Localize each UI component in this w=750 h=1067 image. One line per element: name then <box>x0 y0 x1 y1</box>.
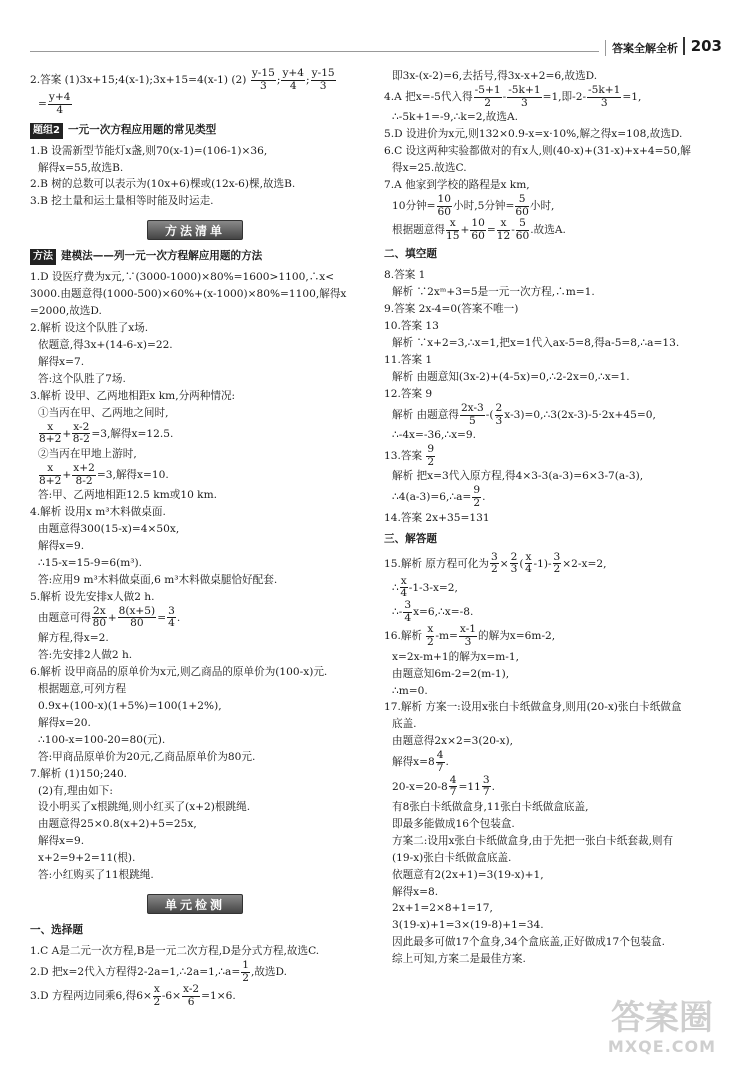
answer-line: 即最多能做成16个包装盒. <box>392 817 515 830</box>
answer-line: 16.解析 $\frac{x}{2}$ -m= $\frac{x-1}{3}$ 的解为x=6m-2, <box>384 623 556 648</box>
answer-line: 8.答案 1 <box>384 269 426 282</box>
answer-line: 15.解析 原方程可化为 $\frac{3}{2}$ × $\frac{2}{3}$ ( $\frac{x}{4}$ -1)- $\frac{3}{2}$ ×2-x=2, <box>384 550 607 576</box>
answer-line: 由题意可得 $\frac{2x}{80}$ + $\frac{8(x+5)}{80}$ = $\frac{3}{4}$ . <box>38 604 181 630</box>
answer-line: 3(19-x)+1=3×(19-8)+1=34. <box>392 919 544 932</box>
answer-line: 9.答案 2x-4=0(答案不唯一) <box>384 303 519 316</box>
answer-line: 7.解析 (1)150;240. <box>30 767 128 780</box>
header-title: 答案全解全析 <box>605 40 684 56</box>
answer-line: 解析 ∵x+2=3,∴x=1,把x=1代入ax-5=8,得a-5=8,∴a=13. <box>392 337 680 350</box>
answer-line: 4.A 把x=-5代入得 $\frac{-5+1}{2}$ - $\frac{-5k+1}{3}$ =1,即-2- $\frac{-5k+1}{3}$ =1, <box>384 83 642 109</box>
answer-line: 1.B 设需新型节能灯x盏,则70(x-1)=(106-1)×36, <box>30 144 268 157</box>
answer-line: 2.解析 设这个队胜了x场. <box>30 322 149 335</box>
group-heading: 题组2 一元一次方程应用题的常见类型 <box>30 122 360 139</box>
answer-line: 3000.由题意得(1000-500)×60%+(x-1000)×80%=1100,解得x <box>30 288 347 301</box>
answer-line: ∴m=0. <box>392 684 428 697</box>
answer-line: 1.D 设医疗费为x元,∵(3000-1000)×80%=1600>1100,∴x< <box>30 271 335 284</box>
section-banner: 方法清单 <box>147 220 243 240</box>
answer-line: 答:这个队胜了7场. <box>38 372 126 385</box>
answer-line: 6.解析 设甲商品的原单价为x元,则乙商品的原单价为(100-x)元. <box>30 665 328 678</box>
answer-line: ∴-5k+1=-9,∴k=2,故选A. <box>392 111 519 124</box>
answer-line: 解得x=9. <box>38 835 85 848</box>
answer-line: 解析 ∵2xᵐ+3=5是一元一次方程,∴m=1. <box>392 286 595 299</box>
answer-line: 17.解析 方案一:设用x张白卡纸做盒身,则用(20-x)张白卡纸做盒 <box>384 701 682 714</box>
answer-line: 解得x=9. <box>38 540 85 553</box>
answer-line: x+2=9+2=11(根). <box>38 852 136 865</box>
right-column <box>384 68 724 1037</box>
answer-line: = $\frac{y+4}{4}$ <box>38 91 71 116</box>
answer-line: 解析 由题意知(3x-2)+(4-5x)=0,∴2-2x=0,∴x=1. <box>392 371 630 384</box>
answer-line: 方案二:设用x张白卡纸做盒身,由于先把一张白卡纸套裁,则有 <box>392 834 674 847</box>
answer-line: 由题意得2x×2=3(20-x), <box>392 735 513 748</box>
answer-line: 7.A 他家到学校的路程是x km, <box>384 178 530 191</box>
left-column <box>30 68 360 1037</box>
answer-line: 3.D 方程两边同乘6,得6× $\frac{x}{2}$ -6× $\frac{x-2}{6}$ =1×6. <box>30 983 236 1008</box>
answer-line: (19-x)张白卡纸做盒底盖. <box>392 851 512 864</box>
answer-line: 综上可知,方案二是最佳方案. <box>392 953 526 966</box>
answer-line: 11.答案 1 <box>384 354 433 367</box>
answer-line: ∴-4x=-36,∴x=9. <box>392 429 477 442</box>
answer-line: 解得x=20. <box>38 716 91 729</box>
answer-line: ∴ $\frac{x}{4}$ -1-3-x=2, <box>392 574 458 600</box>
answer-line: 答:应用9 m³木料做桌面,6 m³木料做桌腿恰好配套. <box>38 573 278 586</box>
answer-line: 答:先安排2人做2 h. <box>38 649 133 662</box>
answer-line: ∴100-x=100-20=80(元). <box>38 733 166 746</box>
section-heading: 二、填空题 <box>384 248 437 261</box>
page-number: 203 <box>683 37 722 55</box>
answer-line: 解得x=7. <box>38 356 85 368</box>
answer-line: 14.答案 2x+35=131 <box>384 511 490 524</box>
answer-line: 由题意知6m-2=2(m-1), <box>392 667 510 680</box>
answer-line: 5.D 设进价为x元,则132×0.9-x=x·10%,解之得x=108,故选D. <box>384 128 683 141</box>
answer-line: 2.B 树的总数可以表示为(10x+6)棵或(12x-6)棵,故选B. <box>30 178 296 191</box>
page-header <box>30 37 724 55</box>
answer-line: 6.C 设这两种实验都做对的有x人,则(40-x)+(31-x)+x+4=50,解 <box>384 145 691 158</box>
answer-line: 得x=25.故选C. <box>392 162 467 175</box>
section-heading: 三、解答题 <box>384 532 437 545</box>
answer-line: 0.9x+(100-x)(1+5%)=100(1+2%), <box>38 699 222 712</box>
answer-line: 解得x=8. <box>392 885 439 898</box>
answer-line: 4.解析 设用x m³木料做桌面. <box>30 506 166 519</box>
answer-line: 设小明买了x根跳绳,则小红买了(x+2)根跳绳. <box>38 801 251 814</box>
answer-line: 由题意得25×0.8(x+2)+5=25x, <box>38 818 197 831</box>
answer-line: ②当丙在甲地上游时, <box>38 448 137 461</box>
header-rule <box>30 51 599 52</box>
answer-line: 5.解析 设先安排x人做2 h. <box>30 590 155 603</box>
answer-line: 2x+1=2×8+1=17, <box>392 902 493 915</box>
watermark-url: MXQE.COM <box>607 1037 717 1056</box>
answer-line: 3.解析 设甲、乙两地相距x km,分两种情况: <box>30 389 236 402</box>
answer-line: 13.答案 $\frac{9}{2}$ <box>384 443 435 468</box>
answer-line: 依题意有2(2x+1)=3(19-x)+1, <box>392 868 544 881</box>
answer-line: 解得x=8 $\frac{4}{7}$ . <box>392 749 449 774</box>
answer-line: 3.B 挖土量和运土量相等时能及时运走. <box>30 195 214 208</box>
answer-line: $\frac{x}{8+2}$ + $\frac{x-2}{8-2}$ =3,解得x=12.5. <box>39 420 174 446</box>
answer-line: 依题意,得3x+(14-6-x)=22. <box>38 339 173 352</box>
answer-line: ∴15-x=15-9=6(m³). <box>38 557 142 569</box>
answer-line: 20-x=20-8 $\frac{4}{7}$ =11 $\frac{3}{7}$ . <box>392 773 495 799</box>
watermark-text: 答案圈 <box>611 998 713 1038</box>
answer-line: 答:甲商品原单价为20元,乙商品原单价为80元. <box>38 750 256 763</box>
answer-line: 10.答案 13 <box>384 320 439 333</box>
answer-line: 10分钟= $\frac{10}{60}$ 小时,5分钟= $\frac{5}{60}$ 小时, <box>392 192 555 218</box>
answer-line: 2.D 把x=2代入方程得2-2a=1,∴2a=1,∴a= $\frac{1}{2}$ ,故选D. <box>30 959 287 984</box>
answer-line: 由题意得300(15-x)=4×50x, <box>38 523 180 536</box>
answer-line: (2)有,理由如下: <box>38 784 113 797</box>
answer-line: ∴4(a-3)=6,∴a= $\frac{9}{2}$ . <box>392 484 486 509</box>
answer-line: 有8张白卡纸做盒身,11张白卡纸做盒底盖, <box>392 800 589 813</box>
answer-line: $\frac{x}{8+2}$ + $\frac{x+2}{8-2}$ =3,解得x=10. <box>39 461 169 487</box>
answer-line: 解得x=55,故选B. <box>38 161 124 174</box>
answer-line: 底盖. <box>392 718 417 731</box>
answer-line: 2.答案 (1)3x+15;4(x-1);3x+15=4(x-1) (2) $\frac{y-15}{3}$ ; $\frac{y+4}{4}$ ; $\frac{y-15}{3}$ <box>30 68 335 92</box>
answer-line: 根据题意,可列方程 <box>38 682 127 695</box>
answer-line: 12.答案 9 <box>384 387 433 400</box>
answer-line: ①当丙在甲、乙两地之间时, <box>38 406 169 419</box>
answer-line: ∴- $\frac{3}{4}$ x=6,∴x=-8. <box>392 599 474 624</box>
answer-line: 解方程,得x=2. <box>38 632 109 645</box>
watermark-logo <box>592 999 732 1059</box>
section-heading: 一、选择题 <box>30 924 83 937</box>
answer-line: 答:小红购买了11根跳绳. <box>38 869 154 882</box>
answer-line: x=2x-m+1的解为x=m-1, <box>392 650 519 663</box>
answer-line: 根据题意得 $\frac{x}{15}$ + $\frac{10}{60}$ = $\frac{x}{12}$ - $\frac{5}{60}$ .故选A. <box>392 217 566 242</box>
answer-line: 因此最多可做17个盒身,34个盒底盖,正好做成17个包装盒. <box>392 936 666 949</box>
answer-line: 解析 把x=3代入原方程,得4×3-3(a-3)=6×3-7(a-3), <box>392 470 644 483</box>
answer-line: =2000,故选D. <box>30 305 102 318</box>
answer-line: 解析 由题意得 $\frac{2x-3}{5}$ -( $\frac{2}{3}$ x-3)=0,∴3(2x-3)-5·2x+45=0, <box>392 401 656 427</box>
answer-line: 即3x-(x-2)=6,去括号,得3x-x+2=6,故选D. <box>392 70 598 82</box>
answer-line: 答:甲、乙两地相距12.5 km或10 km. <box>38 489 218 502</box>
answer-line: 1.C A是二元一次方程,B是一元二次方程,D是分式方程,故选C. <box>30 945 320 958</box>
method-heading: 方法 建模法——列一元一次方程解应用题的方法 <box>30 248 360 265</box>
section-banner: 单元检测 <box>147 894 243 914</box>
